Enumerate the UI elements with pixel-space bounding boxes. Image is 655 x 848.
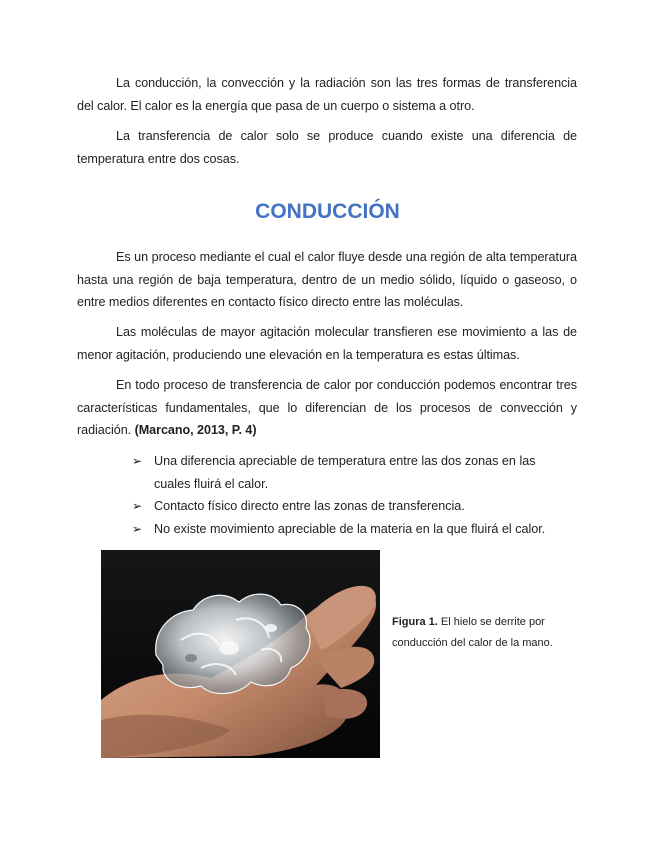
ice-melting-in-hand-photo [101, 550, 380, 758]
list-item [132, 518, 562, 541]
arrowhead-bullet-icon: ➢ [132, 521, 143, 536]
characteristics-list [132, 450, 562, 540]
intro-paragraph-1: La conducción, la convección y la radiación son las tres formas de transferencia del calor. El calor es la energía que pasa de un cuerpo o sistema a otro. [77, 76, 577, 113]
list-item-text: Una diferencia apreciable de temperatura entre las dos zonas en las cuales fluirá el calor. [154, 454, 536, 491]
conduction-paragraph-1: Es un proceso mediante el cual el calor fluye desde una región de alta temperatura hasta una región de baja temperatura, dentro de un medio sólido, líquido o gaseoso, o entre medios diferentes en contacto físico directo entre las moléculas. [77, 250, 577, 309]
figure-caption [392, 612, 572, 654]
intro-paragraph-2: La transferencia de calor solo se produce cuando existe una diferencia de temperatura entre dos cosas. [77, 129, 577, 166]
conduction-paragraph-2: Las moléculas de mayor agitación molecular transfieren ese movimiento a las de menor agitación, produciendo une elevación en la temperatura es estas últimas. [77, 325, 577, 362]
figure-label: Figura 1. [392, 616, 438, 628]
arrowhead-bullet-icon: ➢ [132, 499, 143, 513]
section-heading: CONDUCCIÓN [255, 200, 400, 223]
arrowhead-bullet-icon: ➢ [132, 454, 143, 468]
list-item-text: No existe movimiento apreciable de la materia en la que fluirá el calor. [154, 521, 546, 536]
list-item-text: Contacto físico directo entre las zonas de transferencia. [154, 499, 465, 513]
paragraph-3-text: En todo proceso de transferencia de calor por conducción podemos encontrar tres características fundamentales, que lo diferencian de los procesos de convección y radiación. [77, 378, 577, 437]
citation: (Marcano, 2013, P. 4) [134, 423, 257, 437]
conduction-paragraph-3 [77, 374, 577, 442]
list-item [132, 450, 562, 495]
figure-caption-text: El hielo se derrite por conducción del calor de la mano. [392, 616, 553, 649]
list-item [132, 495, 562, 518]
